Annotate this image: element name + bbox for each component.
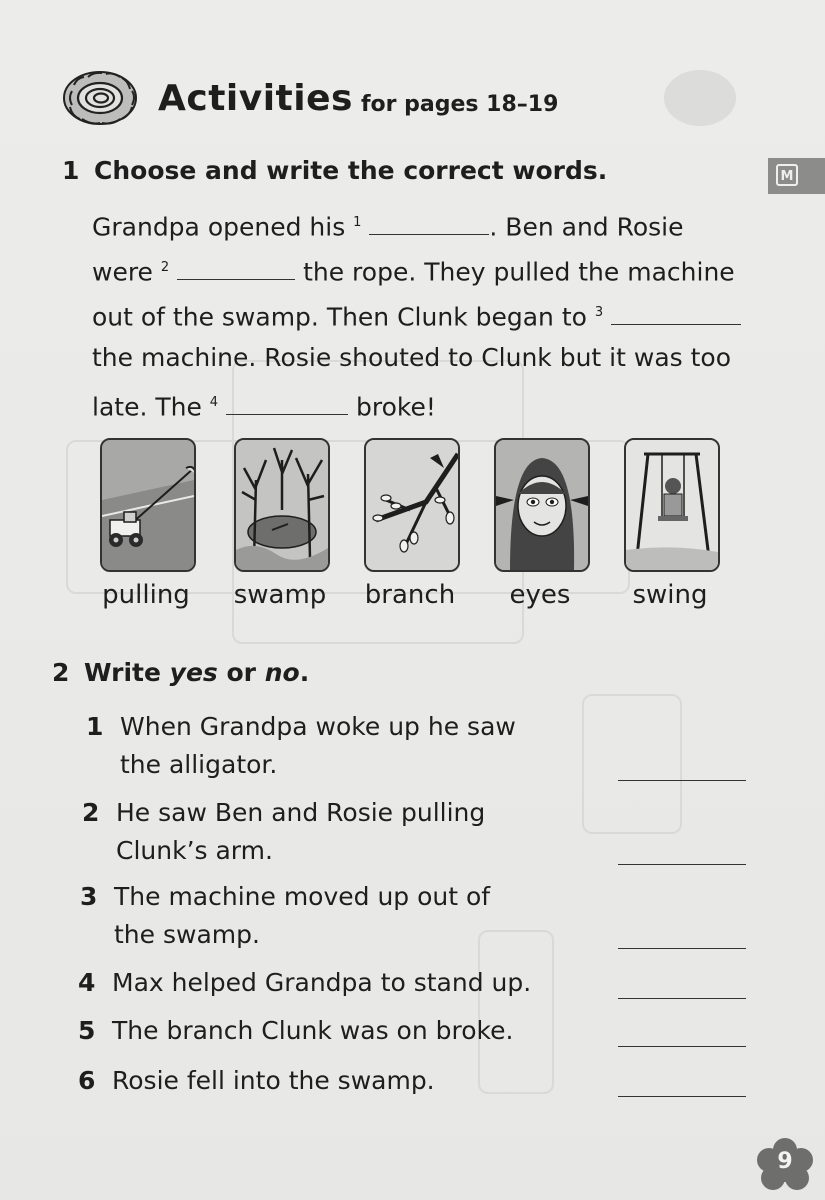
page-number: 9: [777, 1149, 793, 1174]
bleed-through-flower: [664, 70, 736, 126]
question-item: [78, 1012, 538, 1050]
section1-instruction: Choose and write the correct words.: [94, 156, 608, 185]
blank-number: 4: [209, 395, 219, 410]
spiral-flower-icon: [62, 69, 138, 127]
blank-2[interactable]: [177, 255, 295, 280]
answer-line-2[interactable]: [618, 864, 746, 865]
no-word: no: [264, 658, 300, 687]
answer-line-3[interactable]: [618, 948, 746, 949]
activities-subtitle: for pages 18–19: [360, 91, 559, 117]
cloze-line: [92, 290, 752, 335]
cloze-text: late. The: [92, 392, 210, 422]
question-item: [82, 794, 542, 870]
cloze-text: Grandpa opened his: [92, 212, 354, 242]
pulling-picture: [100, 438, 196, 572]
swing-picture: [624, 438, 720, 572]
word-pictures: [98, 438, 728, 628]
cloze-line: [92, 200, 752, 245]
blank-number: 2: [160, 260, 170, 275]
blank-number: 1: [353, 215, 362, 230]
branch-picture: [364, 438, 460, 572]
question-number: 1: [86, 712, 104, 741]
swamp-picture: [234, 438, 330, 572]
question-text: The machine moved up out of the swamp.: [114, 882, 491, 949]
m-badge-icon: M: [776, 164, 798, 186]
cloze-text: the rope. They pulled the machine: [295, 257, 735, 287]
cloze-line: [92, 335, 752, 380]
cloze-line: [92, 380, 752, 425]
bleed-through-box: [582, 694, 682, 834]
question-text: The branch Clunk was on broke.: [112, 1016, 514, 1045]
answer-line-5[interactable]: [618, 1046, 746, 1047]
activities-title: Activities: [158, 77, 353, 119]
cloze-line: [92, 245, 752, 290]
word-swing: swing: [632, 580, 708, 610]
question-item: [78, 964, 538, 1002]
cloze-text: broke!: [348, 392, 436, 422]
word-swamp: swamp: [233, 580, 327, 610]
question-text: Rosie fell into the swamp.: [112, 1066, 435, 1095]
question-item: [78, 1062, 538, 1100]
yes-word: yes: [169, 658, 218, 687]
blank-1[interactable]: [369, 210, 489, 235]
section2-instruction: Write: [84, 658, 170, 687]
section1-title: [62, 156, 607, 185]
question-number: 3: [80, 882, 98, 911]
cloze-text: . Ben and Rosie: [489, 212, 684, 242]
cloze-paragraph: [92, 200, 752, 425]
question-number: 4: [78, 968, 96, 997]
question-number: 5: [78, 1016, 96, 1045]
cloze-text: were: [92, 257, 161, 287]
cloze-text: out of the swamp. Then Clunk began to: [92, 302, 595, 332]
activities-header: [62, 68, 558, 128]
question-number: 6: [78, 1066, 96, 1095]
eyes-picture: [494, 438, 590, 572]
section1-number: 1: [62, 156, 80, 185]
question-number: 2: [82, 798, 100, 827]
cloze-text: the machine. Rosie shouted to Clunk but it was too: [92, 343, 732, 372]
word-eyes: eyes: [509, 580, 571, 610]
section2-instruction: or: [217, 658, 265, 687]
question-item: [86, 708, 546, 784]
word-pulling: pulling: [102, 580, 190, 610]
section2-number: 2: [52, 658, 70, 687]
blank-3[interactable]: [611, 300, 741, 325]
section2-title: [52, 658, 309, 687]
blank-4[interactable]: [226, 390, 348, 415]
question-text: Max helped Grandpa to stand up.: [112, 968, 532, 997]
question-item: [80, 878, 540, 954]
section2-instruction: .: [299, 658, 310, 687]
answer-line-6[interactable]: [618, 1096, 746, 1097]
answer-line-1[interactable]: [618, 780, 746, 781]
word-branch: branch: [364, 580, 456, 610]
question-text: When Grandpa woke up he saw the alligator.: [120, 712, 516, 779]
answer-line-4[interactable]: [618, 998, 746, 999]
blank-number: 3: [594, 305, 604, 320]
question-text: He saw Ben and Rosie pulling Clunk’s arm.: [116, 798, 486, 865]
